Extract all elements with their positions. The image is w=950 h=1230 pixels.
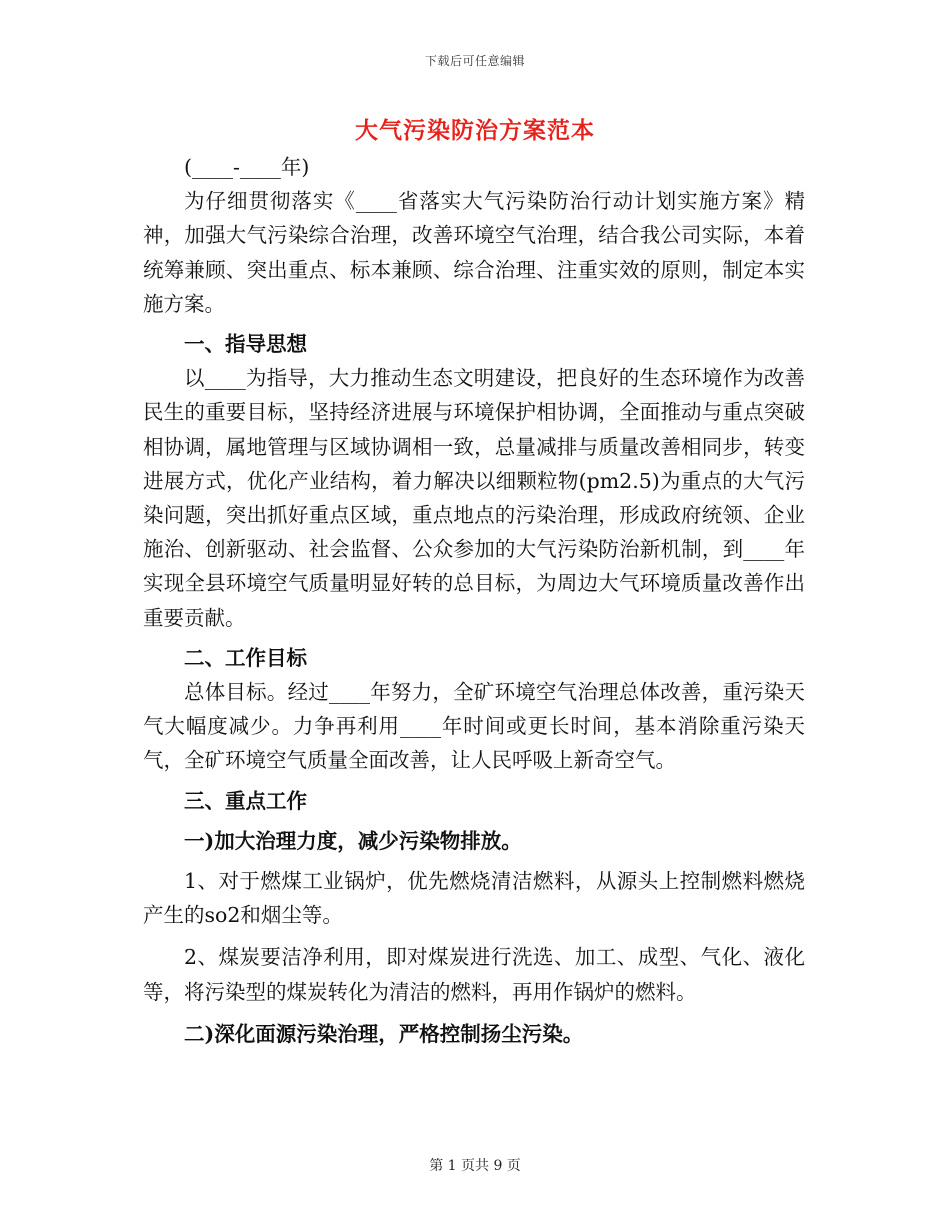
intro-paragraph: 为仔细贯彻落实《____省落实大气污染防治行动计划实施方案》精神，加强大气污染综合治理，改善环境空气治理，结合我公司实际，本着统筹兼顾、突出重点、标本兼顾、综合治理、注重实效的原则，制定本实施方案。 bbox=[143, 189, 805, 316]
section-heading-key-work: 三、重点工作 bbox=[184, 788, 307, 813]
year-range-line: (____-____年) bbox=[184, 155, 310, 179]
work-goals-paragraph: 总体目标。经过____年努力，全矿环境空气治理总体改善，重污染天气大幅度减少。力争再利用____年时间或更长时间，基本消除重污染天气，全矿环境空气质量全面改善，让人民呼吸上新奇空气。 bbox=[143, 680, 805, 773]
document-body bbox=[143, 150, 805, 1051]
key-work-item-1: 1、对于燃煤工业锅炉，优先燃烧清洁燃料，从源头上控制燃料燃烧产生的so2和烟尘等。 bbox=[143, 869, 805, 928]
header-note: 下载后可任意编辑 bbox=[424, 54, 525, 68]
subsection-heading-1: 一)加大治理力度，减少污染物排放。 bbox=[184, 828, 522, 853]
key-work-item-2: 2、煤炭要洁净利用，即对煤炭进行洗选、加工、成型、气化、液化等，将污染型的煤炭转化为清洁的燃料，再用作锅炉的燃料。 bbox=[143, 945, 805, 1004]
subsection-heading-2: 二)深化面源污染治理，严格控制扬尘污染。 bbox=[184, 1021, 584, 1046]
section-heading-guiding-ideology: 一、指导思想 bbox=[184, 332, 307, 357]
guiding-ideology-paragraph: 以____为指导，大力推动生态文明建设，把良好的生态环境作为改善民生的重要目标，坚持经济进展与环境保护相协调，全面推动与重点突破相协调，属地管理与区域协调相一致，总量减排与质量改善相同步，转变进展方式，优化产业结构，着力解决以细颗粒物(pm2.5)为重点的大气污染问题，突出抓好重点区域，重点地点的污染治理，形成政府统领、企业施治、创新驱动、社会监督、公众参加的大气污染防治新机制，到____年实现全县环境空气质量明显好转的总目标，为周边大气环境质量改善作出重要贡献。 bbox=[143, 366, 805, 630]
document-title: 大气污染防治方案范本 bbox=[355, 117, 595, 144]
page-number-footer: 第 1 页共 9 页 bbox=[429, 1158, 521, 1174]
section-heading-work-goals: 二、工作目标 bbox=[184, 645, 307, 670]
